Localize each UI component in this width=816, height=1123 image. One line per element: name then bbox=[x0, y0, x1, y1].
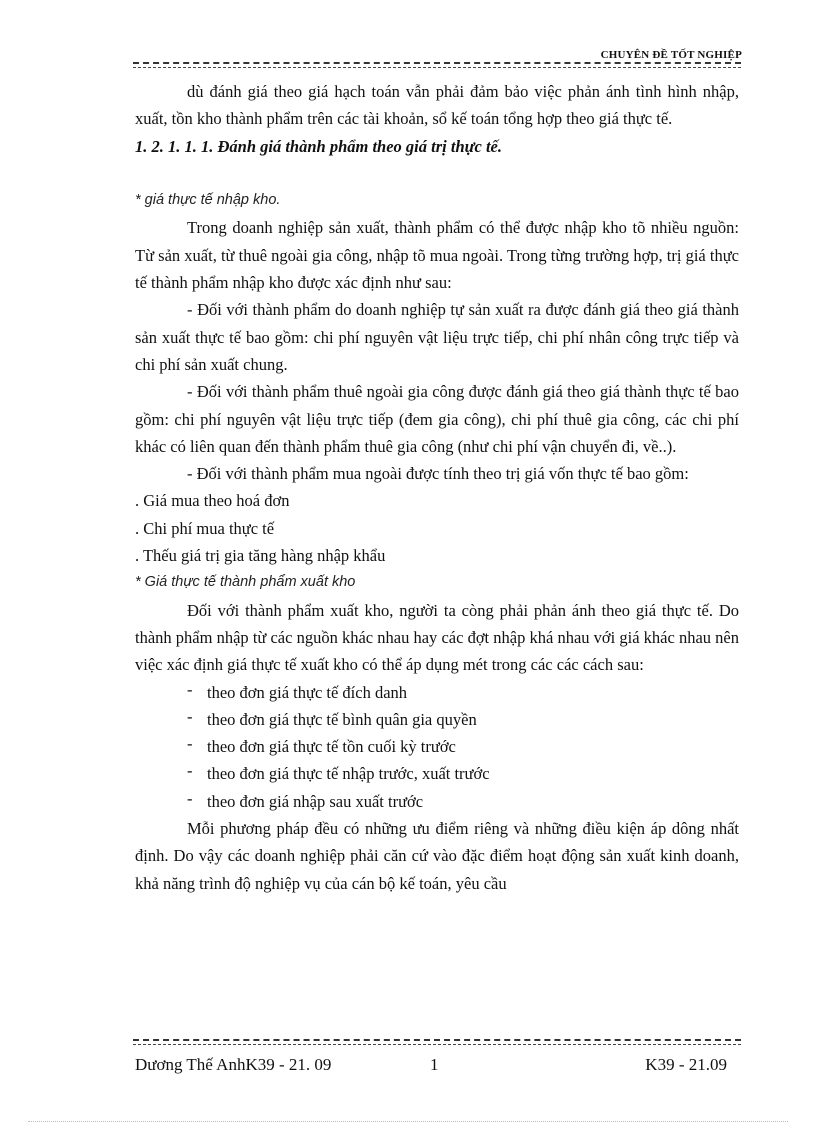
paragraph: Đối với thành phẩm xuất kho, người ta còng phải phản ánh theo giá thực tế. Do thành phẩm nhập từ các nguồn khác nhau hay các đợt nhập khá nhau với giá khác nhau nên việc xác định giá thực tế xuất kho có thể áp dụng mét trong các các cách sau: bbox=[135, 600, 739, 675]
bullet-text: theo đơn giá thực tế tồn cuối kỳ trước bbox=[207, 737, 456, 757]
bullet-marker: - bbox=[187, 706, 193, 726]
subsection-label: * giá thực tế nhập kho. bbox=[135, 192, 281, 209]
bullet-marker: - bbox=[187, 788, 193, 808]
spacer bbox=[135, 160, 739, 187]
paragraph: Mỗi phương pháp đều có những ưu điểm riêng và những điều kiện áp dông nhất định. Do vậy các doanh nghiệp phải căn cứ vào đặc điểm hoạt động sản xuất kinh doanh, khả năng trình độ nghiệp vụ của cán bộ kế toán, yêu cầu bbox=[135, 819, 739, 893]
sub-item: . Thếu giá trị gia tăng hàng nhập khẩu bbox=[135, 546, 386, 566]
header-divider bbox=[133, 62, 741, 64]
paragraph: Trong doanh nghiệp sản xuất, thành phẩm có thể được nhập kho tõ nhiều nguồn: Từ sản xuất, từ thuê ngoài gia công, nhập tõ mua ngoài. Trong từng trường hợp, trị giá thực tế thành phẩm nhập kho được xác định như sau: bbox=[135, 218, 739, 293]
bullet-item bbox=[135, 679, 739, 706]
paragraph: dù đánh giá theo giá hạch toán vẫn phải đảm bảo việc phản ánh tình hình nhập, xuất, tồn kho thành phẩm trên các tài khoản, sổ kế toán tổng hợp theo giá thực tế. bbox=[135, 82, 739, 129]
bullet-marker: - bbox=[187, 761, 193, 781]
section-heading: 1. 2. 1. 1. 1. Đánh giá thành phẩm theo giá trị thực tế. bbox=[135, 136, 502, 156]
footer-author: Dương Thế AnhK39 - 21. 09 bbox=[135, 1055, 332, 1074]
header-title: CHUYÊN ĐỀ TỐT NGHIỆP bbox=[600, 49, 742, 61]
bullet-item bbox=[135, 706, 739, 733]
bullet-text: theo đơn giá thực tế đích danh bbox=[207, 682, 408, 702]
bullet-text: theo đơn giá thực tế bình quân gia quyền bbox=[207, 709, 477, 729]
document-body bbox=[135, 78, 739, 897]
bullet-marker: - bbox=[187, 734, 193, 754]
footer-divider-thin bbox=[133, 1044, 741, 1045]
bullet-text: theo đơn giá thực tế nhập trước, xuất trước bbox=[207, 764, 490, 784]
sub-item: . Chi phí mua thực tế bbox=[135, 518, 275, 538]
footer-class: K39 - 21.09 bbox=[645, 1055, 727, 1074]
page-number: 1 bbox=[430, 1055, 439, 1074]
page-edge-divider bbox=[28, 1121, 788, 1122]
subsection-label: * Giá thực tế thành phẩm xuất kho bbox=[135, 574, 356, 591]
sub-item: . Giá mua theo hoá đơn bbox=[135, 491, 290, 511]
footer-divider bbox=[133, 1039, 741, 1041]
bullet-text: theo đơn giá nhập sau xuất trước bbox=[207, 791, 424, 811]
paragraph: - Đối với thành phẩm mua ngoài được tính theo trị giá vốn thực tế bao gồm: bbox=[187, 464, 689, 484]
bullet-item bbox=[135, 788, 739, 815]
bullet-item bbox=[135, 733, 739, 760]
header-divider-thin bbox=[133, 67, 741, 68]
bullet-item bbox=[135, 760, 739, 787]
paragraph: - Đối với thành phẩm do doanh nghiệp tự sản xuất ra được đánh giá theo giá thành sản xuất thực tế bao gồm: chi phí nguyên vật liệu trực tiếp, chi phí nhân công trực tiếp và chi phí sản xuất chung. bbox=[135, 300, 739, 374]
paragraph: - Đối với thành phẩm thuê ngoài gia công được đánh giá theo giá thành thực tế bao gồm: chi phí nguyên vật liệu trực tiếp (đem gia công), chi phí thuê gia công, các chi phí khác có liên quan đến thành phẩm thuê gia công (như chi phí vận chuyển đi, về..). bbox=[135, 382, 739, 456]
bullet-marker: - bbox=[187, 679, 193, 699]
